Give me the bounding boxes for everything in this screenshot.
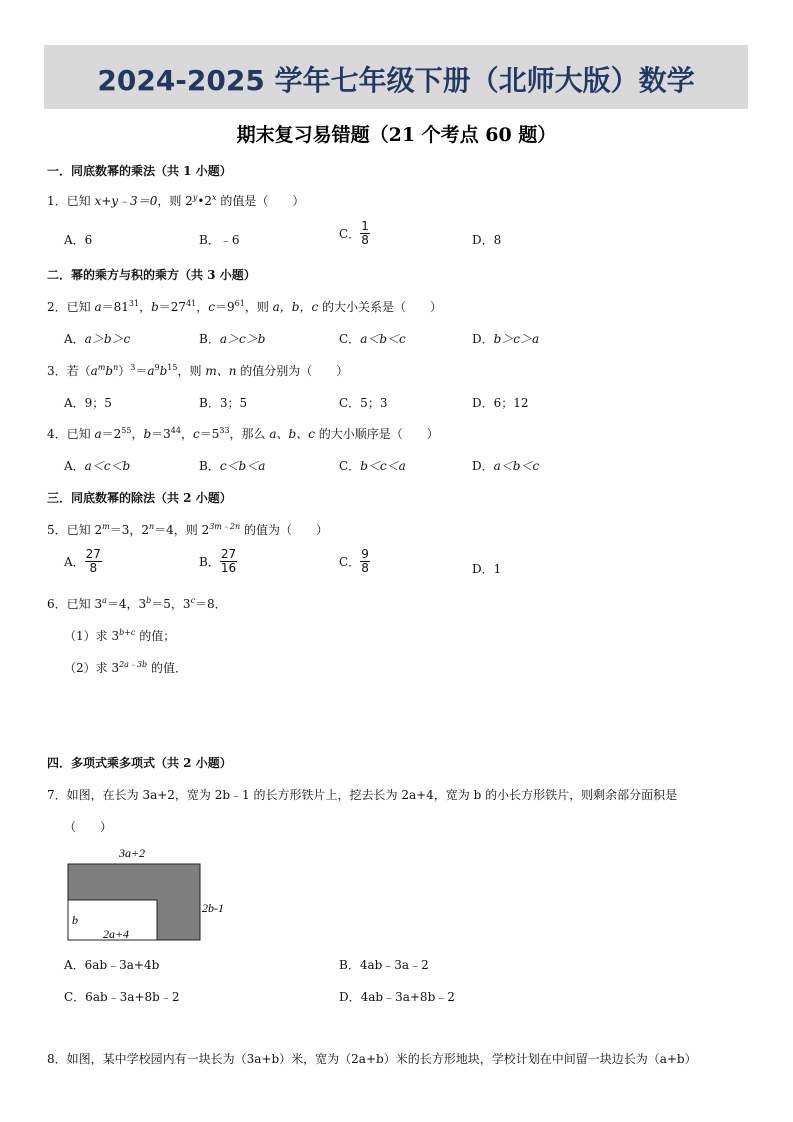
banner-title: 2024-2025 学年七年级下册（北师大版）数学: [97, 64, 695, 97]
question-4: 4．已知 $a=2^{55}$，$b=3^{44}$，$c=5^{33}$，那么 a、b、c 的大小顺序是（ ）: [47, 426, 439, 441]
q7-option-a: A．6ab﹣3a+4b: [64, 958, 160, 972]
page-subtitle: 期末复习易错题（21 个考点 60 题）: [236, 124, 557, 146]
q4-option-d: D．a＜b＜c: [472, 459, 540, 473]
q4-option-c: C．b＜c＜a: [339, 459, 406, 473]
fig-label-right: 2b-1: [202, 901, 224, 915]
question-7-blank: （ ）: [64, 820, 113, 834]
section-heading-4: 四．多项式乘多项式（共 2 小题）: [47, 756, 232, 770]
q1-option-a: A．6: [64, 233, 93, 247]
question-7: 7．如图，在长为 3a+2，宽为 2b﹣1 的长方形铁片上，挖去长为 2a+4，宽为 b 的小长方形铁片，则剩余部分面积是: [47, 788, 678, 802]
q4-option-a: A．a＜c＜b: [64, 459, 131, 473]
question-3: 3．若$(a^mb^n)^3=a^9b^{15}$，则 m、n 的值分别为（ ）: [47, 363, 349, 378]
section-heading-1: 一．同底数幂的乘法（共 1 小题）: [47, 164, 232, 178]
q2-option-b: B．a＞c＞b: [199, 332, 266, 346]
fig-label-bottom: 2a+4: [102, 927, 130, 941]
q7-figure: [66, 842, 234, 942]
q6-part-2: （2）求 $3^{2a﹣3b}$ 的值．: [64, 660, 187, 675]
fig-label-left: b: [72, 913, 78, 927]
question-5: 5．已知 $2^m=3$，$2^n=4$，则 $2^{3m﹣2n}$ 的值为（ ）: [47, 522, 328, 537]
title-banner: [44, 45, 748, 109]
question-6: 6．已知 $3^a=4$，$3^b=5$，$3^c=8$．: [47, 596, 227, 611]
q3-option-d: D．6；12: [472, 396, 529, 410]
q4-option-b: B．c＜b＜a: [199, 459, 266, 473]
fig-label-top: 3a+2: [118, 846, 146, 860]
q7-option-d: D．4ab﹣3a+8b﹣2: [339, 990, 455, 1004]
q1-option-b: B．﹣6: [199, 233, 240, 247]
q5-option-b: B． $\frac{27}{16}$: [199, 547, 237, 575]
q2-option-c: C．a＜b＜c: [339, 332, 406, 346]
question-8: 8．如图，某中学校园内有一块长为（3a+b）米，宽为（2a+b）米的长方形地块，学校计划在中间留一块边长为（a+b）: [47, 1052, 697, 1066]
q6-part-1: （1）求 $3^{b+c}$ 的值；: [64, 628, 176, 643]
q3-option-c: C．5；3: [339, 396, 388, 410]
q5-option-c: C． $\frac{9}{8}$: [339, 547, 369, 575]
q2-option-a: A．a＞b＞c: [64, 332, 131, 346]
q2-option-d: D．b＞c＞a: [472, 332, 540, 346]
q7-option-c: C．6ab﹣3a+8b﹣2: [64, 990, 180, 1004]
question-2: 2．已知 $a=81^{31}$，$b=27^{41}$，$c=9^{61}$，则 a，b，c 的大小关系是（ ）: [47, 299, 443, 314]
q5-option-d: D．1: [472, 562, 502, 576]
section-heading-3: 三．同底数幂的除法（共 2 小题）: [47, 491, 232, 505]
q3-option-b: B．3；5: [199, 396, 248, 410]
section-heading-2: 二．幂的乘方与积的乘方（共 3 小题）: [47, 268, 256, 282]
q5-option-a: A． $\frac{27}{8}$: [64, 547, 101, 575]
q3-option-a: A．9；5: [64, 396, 112, 410]
q7-option-b: B．4ab﹣3a﹣2: [339, 958, 429, 972]
q1-option-d: D．8: [472, 233, 502, 247]
question-1: 1．已知 x+y﹣3＝0，则 2$^y$•2$^x$ 的值是（ ）: [47, 193, 305, 208]
q1-option-c: C． $\frac{1}{8}$: [339, 219, 369, 247]
